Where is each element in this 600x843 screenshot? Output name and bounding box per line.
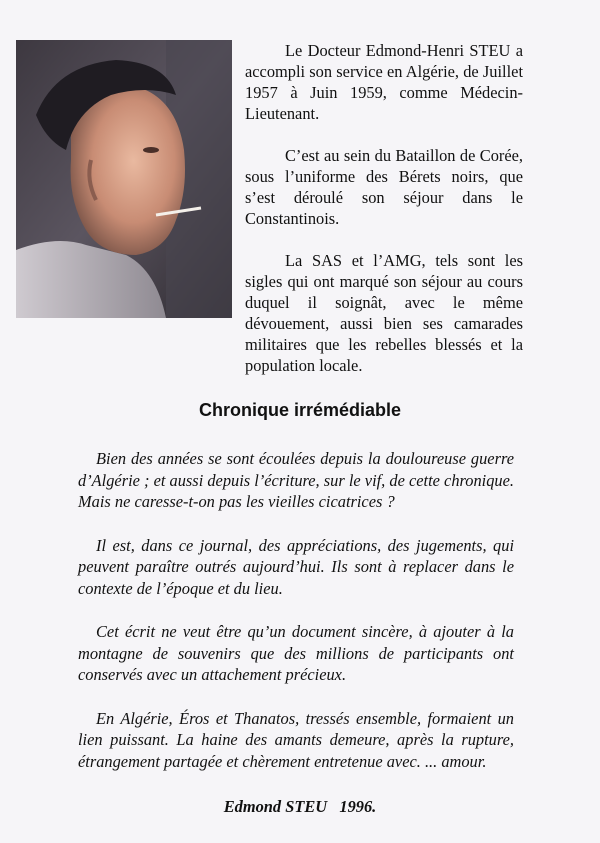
intro-text (245, 40, 523, 397)
chronicle-paragraph: En Algérie, Éros et Thanatos, tressés ensemble, formaient un lien puissant. La haine des amants demeure, après la rupture, étrangement partagée et chèrement entretenue avec. ... amour. (78, 708, 514, 771)
section-title: Chronique irrémédiable (198, 400, 402, 420)
intro-paragraph: La SAS et l’AMG, tels sont les sigles qui ont marqué son séjour au cours duquel il soignât, avec le même dévouement, aussi bien ses camarades militaires que les rebelles blessés et la population locale. (245, 251, 523, 375)
chronicle-paragraph: Il est, dans ce journal, des appréciations, des jugements, qui peuvent paraître outrés aujourd’hui. Ils sont à replacer dans le contexte de l’époque et du lieu. (78, 535, 514, 598)
chronicle-text (78, 448, 514, 794)
chronicle-paragraph: Cet écrit ne veut être qu’un document sincère, à ajouter à la montagne de souvenirs que des millions de participants ont conservés avec un attachement précieux. (78, 622, 514, 684)
portrait-photo (16, 40, 232, 318)
intro-paragraph: Le Docteur Edmond-Henri STEU a accompli son service en Algérie, de Juillet 1957 à Juin 1959, comme Médecin-Lieutenant. (245, 41, 523, 123)
chronicle-paragraph: Bien des années se sont écoulées depuis la douloureuse guerre d’Algérie ; et aussi depuis l’écriture, sur le vif, de cette chronique. Mais ne caresse-t-on pas les vieilles cicatrices ? (78, 449, 514, 511)
intro-paragraph: C’est au sein du Bataillon de Corée, sous l’uniforme des Bérets noirs, que s’est déroulé son séjour dans le Constantinois. (245, 146, 523, 228)
signature: Edmond STEU 1996. (223, 797, 377, 816)
